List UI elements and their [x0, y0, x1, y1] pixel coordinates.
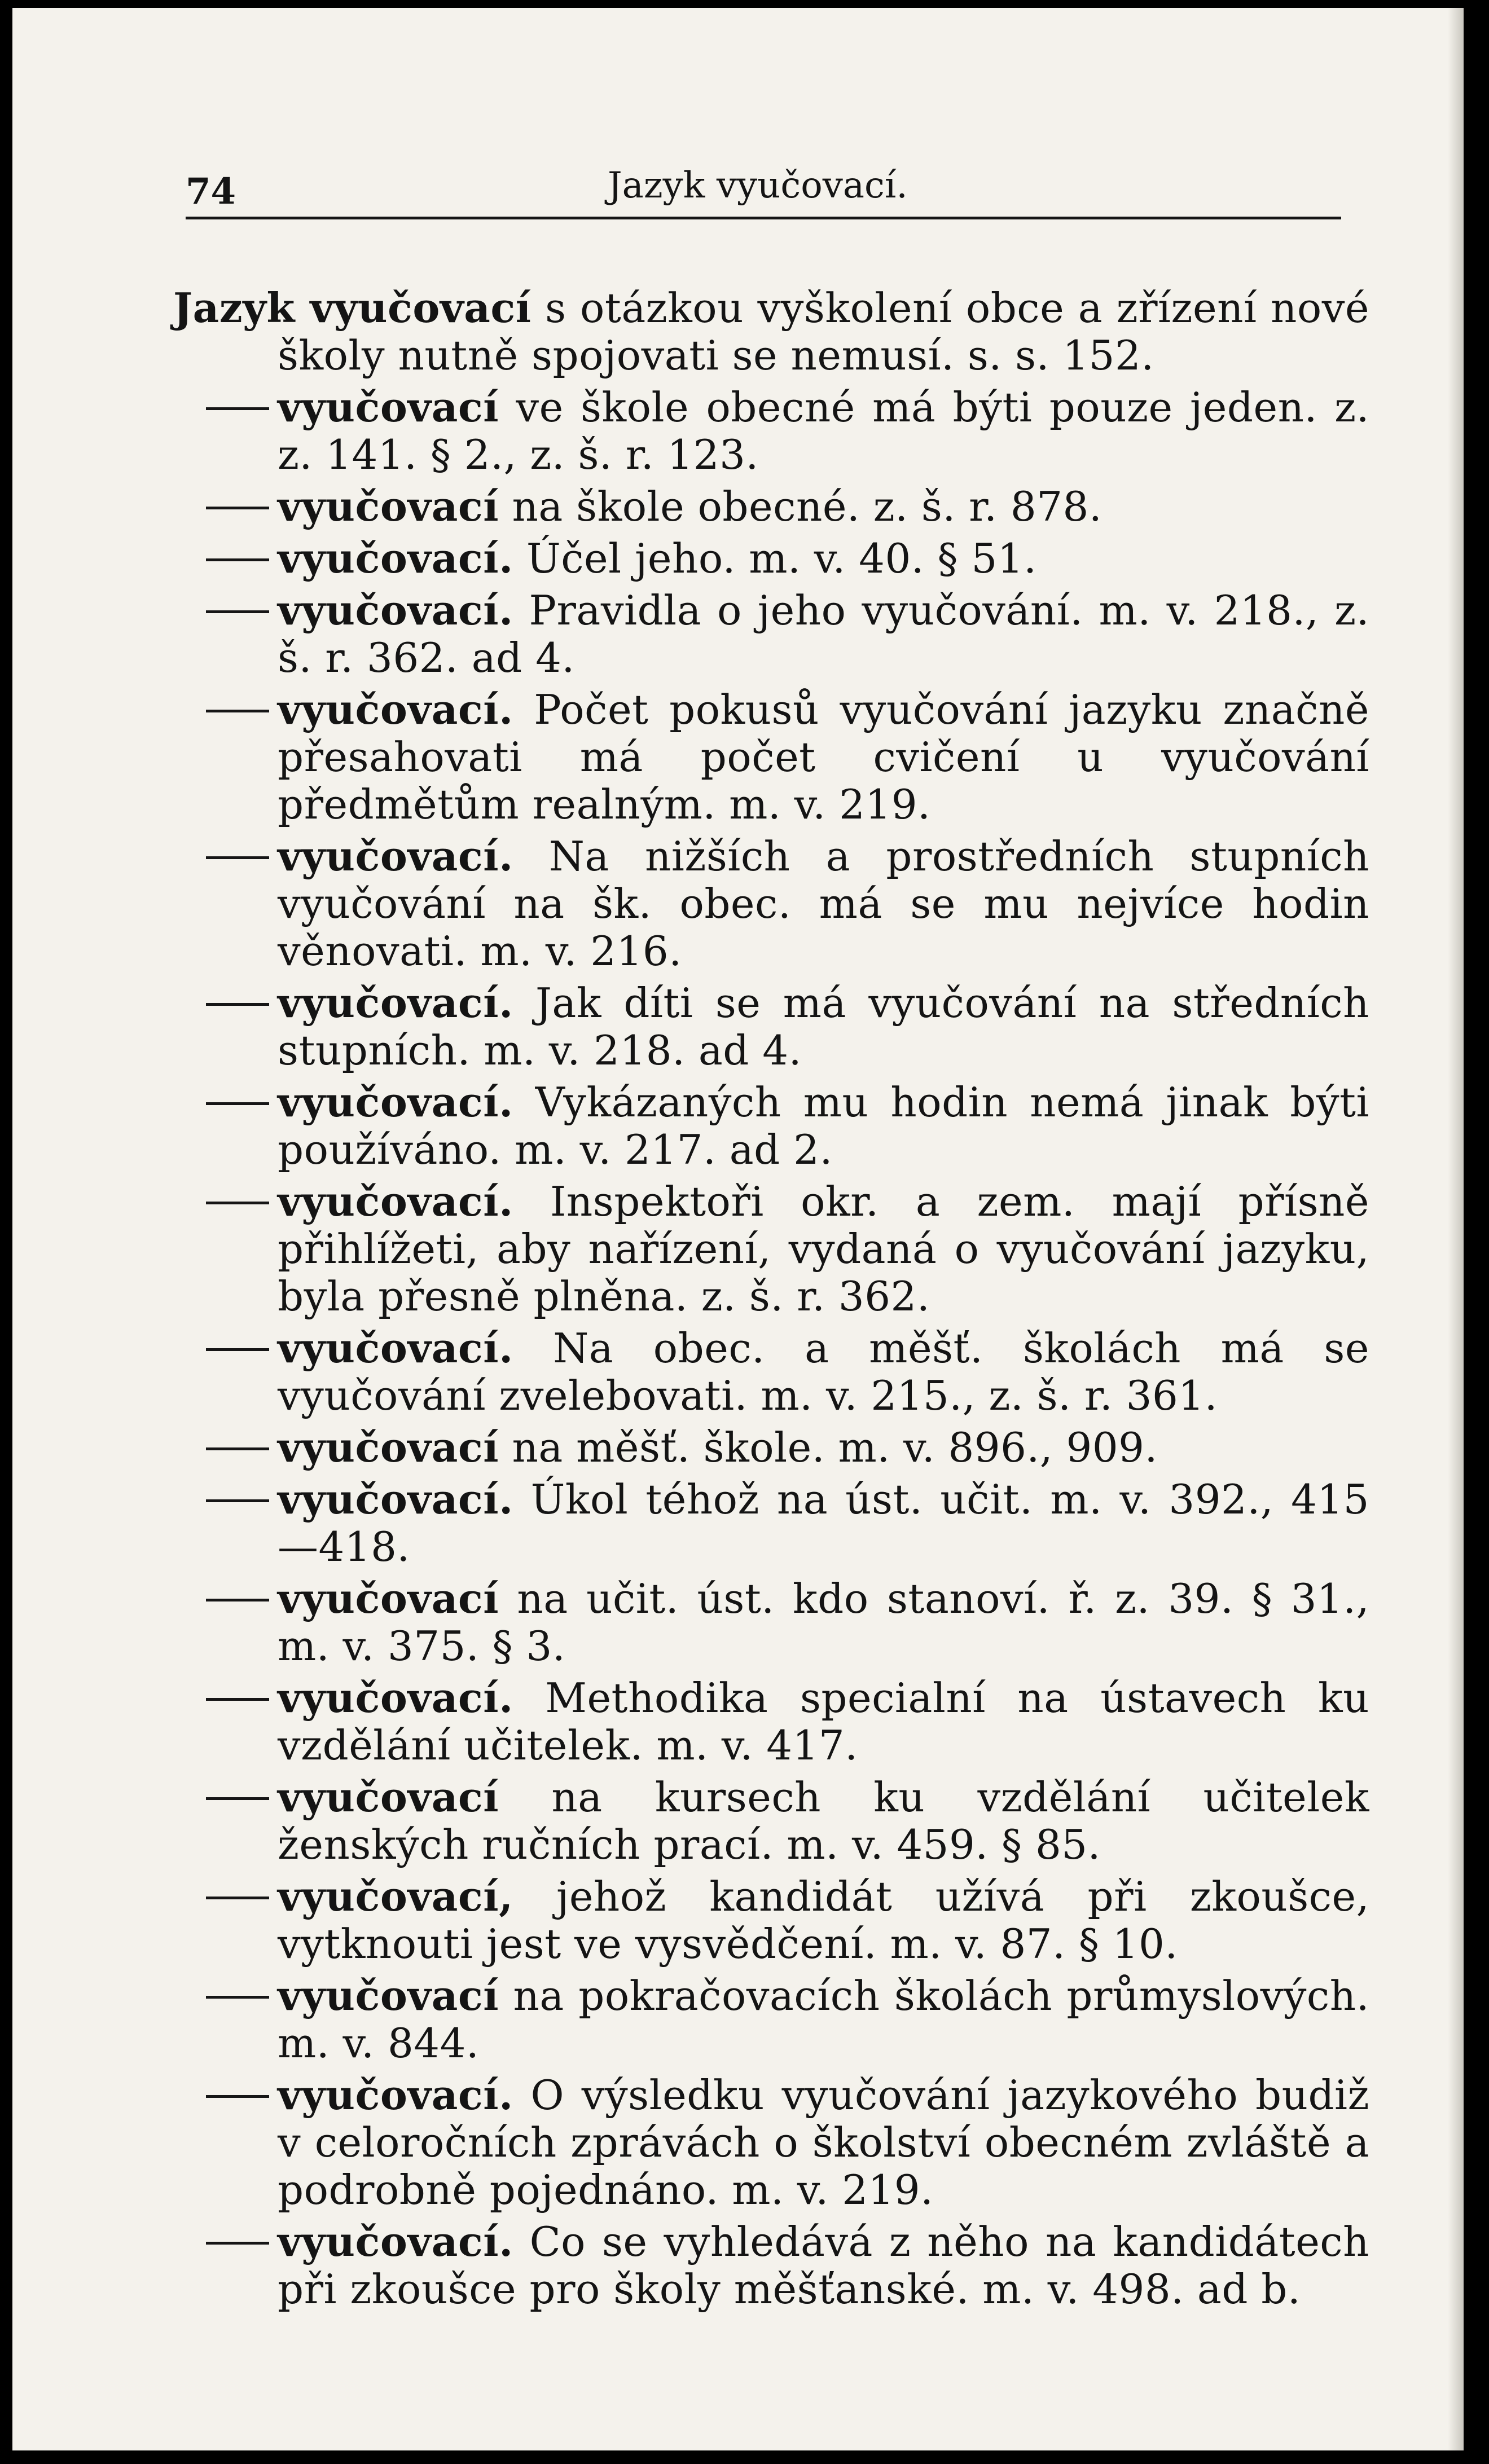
- entry-lead: Jazyk vyučovací: [173, 284, 532, 332]
- dash-mark: [206, 1348, 269, 1351]
- dash-mark: [206, 1499, 269, 1502]
- sub-entry: [173, 1424, 1369, 1471]
- entry-lead: vyučovací: [278, 482, 499, 530]
- sub-entry: [173, 1325, 1369, 1419]
- entry-text: Methodika specialní na ústavech ku vzdělání učitelek. m. v. 417.: [278, 1674, 1369, 1769]
- entry-lead: vyučovací: [278, 383, 499, 431]
- entry-lead: vyučovací.: [278, 2217, 513, 2265]
- entry-lead: vyučovací.: [278, 685, 513, 733]
- dash-mark: [206, 1003, 269, 1006]
- dash-mark: [206, 407, 269, 410]
- entry-text: Počet pokusů vyučování jazyku značně přesahovati má počet cvičení u vyučování předmětům realným. m. v. 219.: [278, 686, 1369, 828]
- sub-entry: [173, 2071, 1369, 2214]
- entry-text: na škole obecné. z. š. r. 878.: [499, 483, 1103, 530]
- running-header: [173, 160, 1341, 222]
- sub-entry: [173, 483, 1369, 530]
- dash-mark: [206, 1202, 269, 1204]
- entry-text: Inspektoři okr. a zem. mají přísně přihlížeti, aby nařízení, vydaná o vyučování jazyku, byla přesně plněna. z. š. r. 362.: [278, 1178, 1369, 1320]
- header-rule: [186, 217, 1341, 219]
- entry-text: Úkol téhož na úst. učit. m. v. 392., 415—418.: [278, 1476, 1369, 1570]
- book-page: [12, 8, 1464, 2450]
- entry-text: jehož kandidát užívá při zkoušce, vytknouti jest ve vysvědčení. m. v. 87. § 10.: [278, 1873, 1369, 1968]
- entry-lead: vyučovací: [278, 1972, 499, 2019]
- entry-lead: vyučovací.: [278, 979, 513, 1027]
- entry-lead: vyučovací,: [278, 1872, 513, 1920]
- entry-lead: vyučovací: [278, 1423, 499, 1471]
- entry-text: Na obec. a měšť. školách má se vyučování zvelebovati. m. v. 215., z. š. r. 361.: [278, 1325, 1369, 1419]
- sub-entry: [173, 1674, 1369, 1769]
- entry-text: Na nižších a prostředních stupních vyučování na šk. obec. má se mu nejvíce hodin věnovati. m. v. 216.: [278, 833, 1369, 975]
- entry-text: s otázkou vyškolení obce a zřízení nové školy nutně spojovati se nemusí. s. s. 152.: [278, 284, 1369, 379]
- dash-mark: [206, 1447, 269, 1450]
- entry-lead: vyučovací.: [278, 534, 513, 582]
- entry-text: Co se vyhledává z něho na kandidátech při zkoušce pro školy měšťanské. m. v. 498. ad b.: [278, 2218, 1369, 2313]
- entry-text: ve škole obecné má býti pouze jeden. z. z. 141. § 2., z. š. r. 123.: [278, 384, 1369, 478]
- dash-mark: [206, 1698, 269, 1701]
- sub-entry: [173, 979, 1369, 1074]
- sub-entry: [173, 384, 1369, 478]
- entry-lead: vyučovací: [278, 1773, 499, 1821]
- sub-entry: [173, 535, 1369, 582]
- dash-mark: [206, 1797, 269, 1800]
- sub-entry: [173, 1079, 1369, 1173]
- entry-text: na učit. úst. kdo stanoví. ř. z. 39. § 31., m. v. 375. § 3.: [278, 1575, 1369, 1670]
- page-number: 74: [186, 170, 236, 213]
- entry-lead: vyučovací: [278, 1574, 499, 1622]
- entry-text: Pravidla o jeho vyučování. m. v. 218., z. š. r. 362. ad 4.: [278, 587, 1369, 681]
- entry-text: na pokračovacích školách průmyslových. m. v. 844.: [278, 1972, 1369, 2067]
- dash-mark: [206, 1996, 269, 1999]
- sub-entry: [173, 833, 1369, 975]
- entry-text: na kursech ku vzdělání učitelek ženských ručních prací. m. v. 459. § 85.: [278, 1774, 1369, 1868]
- page-edge-shadow: [1448, 8, 1464, 2450]
- entry-text: Vykázaných mu hodin nemá jinak býti používáno. m. v. 217. ad 2.: [278, 1079, 1369, 1173]
- entry-lead: vyučovací.: [278, 1475, 513, 1523]
- running-title: Jazyk vyučovací.: [608, 165, 908, 206]
- dash-mark: [206, 856, 269, 859]
- dash-mark: [206, 710, 269, 712]
- sub-entry: [173, 1178, 1369, 1320]
- entry-lead: vyučovací.: [278, 1674, 513, 1722]
- entry-lead: vyučovací.: [278, 2071, 513, 2119]
- entry-text: Jak díti se má vyučování na středních stupních. m. v. 218. ad 4.: [278, 979, 1369, 1074]
- entry-lead: vyučovací.: [278, 1078, 513, 1126]
- entry-text: O výsledku vyučování jazykového budiž v celoročních zprávách o školství obecném zvláště a podrobně pojednáno. m. v. 219.: [278, 2071, 1369, 2214]
- dash-mark: [206, 1897, 269, 1899]
- entry-text: Účel jeho. m. v. 40. § 51.: [513, 535, 1037, 582]
- index-entries: [173, 284, 1369, 2317]
- dash-mark: [206, 2095, 269, 2098]
- sub-entry: [173, 587, 1369, 681]
- sub-entry: [173, 2218, 1369, 2313]
- dash-mark: [206, 1102, 269, 1105]
- entry-lead: vyučovací.: [278, 832, 513, 880]
- sub-entry: [173, 686, 1369, 828]
- sub-entry: [173, 1774, 1369, 1868]
- main-entry: [173, 284, 1369, 379]
- entry-lead: vyučovací.: [278, 586, 513, 634]
- sub-entry: [173, 1575, 1369, 1670]
- sub-entry: [173, 1476, 1369, 1570]
- sub-entry: [173, 1873, 1369, 1968]
- dash-mark: [206, 1599, 269, 1601]
- sub-entry: [173, 1972, 1369, 2067]
- dash-mark: [206, 610, 269, 613]
- entry-lead: vyučovací.: [278, 1177, 513, 1225]
- dash-mark: [206, 507, 269, 509]
- dash-mark: [206, 2242, 269, 2245]
- dash-mark: [206, 558, 269, 561]
- entry-lead: vyučovací.: [278, 1324, 513, 1372]
- entry-text: na měšť. škole. m. v. 896., 909.: [499, 1424, 1158, 1471]
